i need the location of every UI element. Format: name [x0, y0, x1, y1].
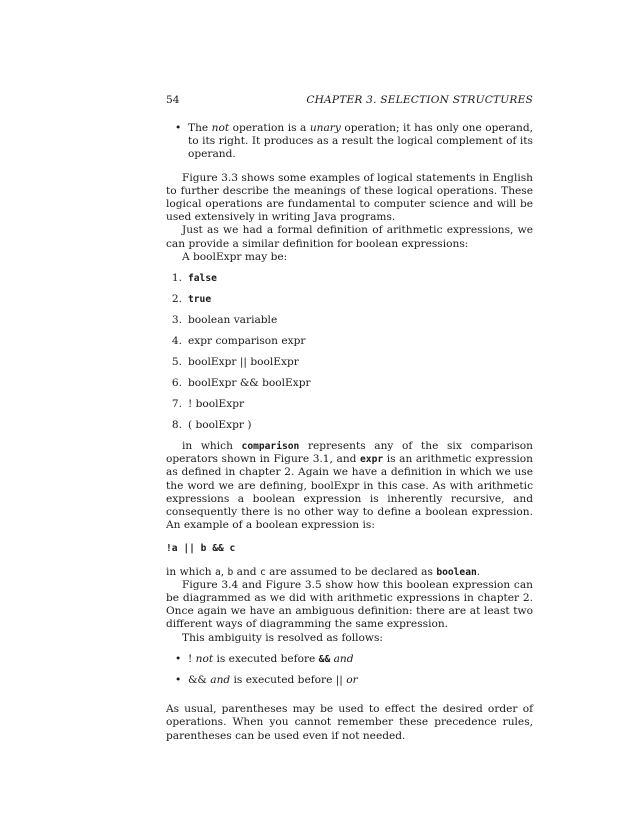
paragraph-formal-definition: Just as we had a formal definition of arithmetic expressions, we can provide a similar definition for boolean expressions:	[166, 224, 533, 250]
bullet-icon: •	[175, 674, 182, 687]
operator-symbol: &&	[318, 653, 331, 665]
list-item	[166, 272, 533, 293]
list-item-number: 2.	[171, 293, 182, 306]
list-item-number: 5.	[171, 356, 182, 369]
page-number: 54	[166, 94, 180, 106]
list-item-text: boolExpr || boolExpr	[188, 356, 299, 369]
list-item-number: 3.	[171, 314, 182, 327]
rule-text: is executed before	[213, 652, 319, 665]
list-item-text: ! boolExpr	[188, 398, 245, 411]
list-item	[166, 293, 533, 314]
chapter-title: CHAPTER 3. SELECTION STRUCTURES	[306, 94, 533, 106]
list-item-text: boolean variable	[188, 314, 278, 327]
boolexpr-definition-list	[166, 272, 533, 440]
operator-symbol: !	[188, 652, 193, 665]
list-item-text: true	[188, 294, 212, 306]
list-item	[166, 356, 533, 377]
precedence-rules	[166, 653, 533, 687]
operator-symbol: ||	[335, 674, 343, 687]
operator-word: and	[333, 652, 354, 665]
operator-word: not	[195, 652, 214, 665]
operator-word: and	[210, 674, 231, 687]
list-item-text: ( boolExpr )	[188, 419, 252, 432]
paragraph-declared-boolean: in which a, b and c are assumed to be declared as boolean.	[166, 565, 481, 578]
list-item-number: 6.	[171, 377, 182, 390]
code-example: !a || b && c	[166, 543, 236, 555]
document-page	[166, 94, 533, 743]
rule-text: is executed before	[230, 674, 336, 687]
running-header	[166, 94, 533, 114]
paragraph-figure-3-3: Figure 3.3 shows some examples of logical statements in English to further describe the meanings of these logical operations. These logical operations are fundamental to computer science and will be used extensively in writing Java programs.	[166, 171, 533, 224]
bullet-icon: •	[175, 122, 182, 134]
paragraph-boolexpr-intro: A boolExpr may be:	[182, 250, 288, 263]
list-item-number: 7.	[171, 398, 182, 411]
paragraph-ambiguity: This ambiguity is resolved as follows:	[182, 631, 383, 644]
list-item-text: expr comparison expr	[188, 335, 306, 348]
list-item-number: 4.	[171, 335, 182, 348]
list-item	[166, 335, 533, 356]
operator-symbol: &&	[188, 674, 207, 687]
precedence-rule	[166, 653, 533, 666]
list-item-text: false	[188, 273, 217, 285]
list-item-number: 1.	[171, 272, 182, 285]
list-item	[166, 398, 533, 419]
paragraph-comparison: in which comparison represents any of the six comparison operators shown in Figure 3.1, and expr is an arithmetic expression as defined in chapter 2. Again we have a definition in which we use the word we are defining, boolExpr in this case. As with arithmetic expressions a boolean expression is inherently recursive, and consequently there is no other way to define a boolean expression. An example of a boolean expression is:	[166, 440, 533, 532]
paragraph-parentheses: As usual, parentheses may be used to effect the desired order of operations. When you cannot remember these precedence rules, parentheses can be used even if not needed.	[166, 703, 533, 742]
precedence-rule	[166, 674, 533, 687]
paragraph-figures-3-4-3-5: Figure 3.4 and Figure 3.5 show how this boolean expression can be diagrammed as we did with arithmetic expressions in chapter 2. Once again we have an ambiguous definition: there are at least two different ways of diagramming the same expression.	[166, 578, 533, 631]
list-item	[166, 377, 533, 398]
operator-word: or	[346, 674, 358, 687]
bullet-icon: •	[175, 652, 182, 665]
bullet-not-operation: • The not operation is a unary operation; it has only one operand, to its right. It produces as a result the logical complement of its operand.	[175, 122, 533, 161]
list-item-number: 8.	[171, 419, 182, 432]
list-item	[166, 314, 533, 335]
list-item-text: boolExpr && boolExpr	[188, 377, 311, 390]
list-item	[166, 419, 533, 440]
